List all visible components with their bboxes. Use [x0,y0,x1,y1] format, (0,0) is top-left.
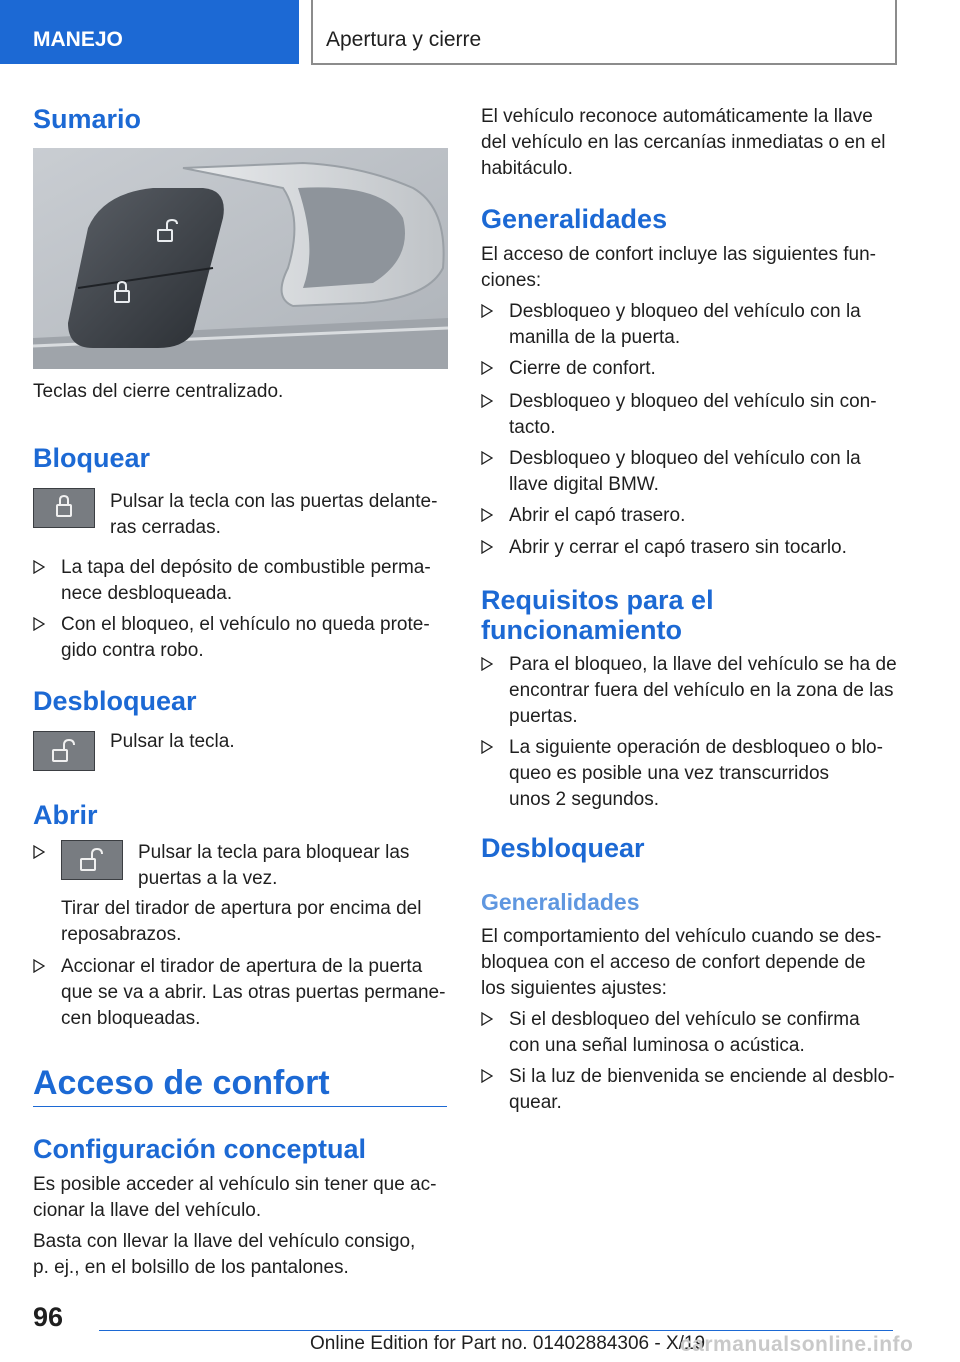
heading-desbloquear-right: Desbloquear [481,833,645,863]
lock-button-image [33,488,95,528]
footer-rule [99,1330,893,1331]
list-item: Si la luz de bienvenida se enciende al desblo- quear. [481,1064,895,1116]
desbloquear-para: El comportamiento del vehículo cuando se des- bloquea con el acceso de confort depende de los siguientes ajustes: [481,926,882,999]
bullet-triangle-icon [481,304,493,318]
generalidades-para: El acceso de confort incluye las siguientes fun- ciones: [481,244,876,291]
photo-caption: Teclas del cierre centralizado. [33,381,284,402]
bullet-triangle-icon [481,451,493,465]
unlock-button-image [33,731,95,771]
door-lock-buttons-photo [33,148,448,369]
list-item: Desbloqueo y bloqueo del vehículo sin con- tacto. [481,389,877,441]
bullet-triangle-icon [33,959,45,973]
list-item: Abrir el capó trasero. [481,503,685,529]
bullet-triangle-icon [481,394,493,408]
heading-acceso-de-confort: Acceso de confort [33,1064,330,1102]
list-item: Desbloqueo y bloqueo del vehículo con la manilla de la puerta. [481,299,861,351]
list-item: Con el bloqueo, el vehículo no queda prote- gido contra robo. [33,612,430,664]
list-item: Si el desbloqueo del vehículo se confirma con una señal luminosa o acústica. [481,1007,860,1059]
list-item: La siguiente operación de desbloqueo o blo- queo es posible una vez transcurridos unos 2 segundos. [481,735,883,813]
list-item: Cierre de confort. [481,356,656,382]
section-title: MANEJO [33,28,123,51]
bullet-triangle-icon [481,508,493,522]
list-item: Accionar el tirador de apertura de la puerta que se va a abrir. Las otras puertas permane- cen bloqueadas. [33,954,445,1032]
unlock-button-image [61,840,123,880]
heading-configuracion: Configuración conceptual [33,1134,367,1164]
list-item: Para el bloqueo, la llave del vehículo se ha de encontrar fuera del vehículo en la zona de las puertas. [481,652,897,730]
heading-desbloquear-left: Desbloquear [33,686,197,716]
heading-bloquear: Bloquear [33,443,151,473]
section-tab [0,0,299,64]
abrir-bullet1-para2: Tirar del tirador de apertura por encima del reposabrazos. [61,898,422,945]
chapter-title: Apertura y cierre [326,28,482,51]
heading-abrir: Abrir [33,800,98,830]
bullet-triangle-icon [481,657,493,671]
bullet-triangle-icon [33,617,45,631]
list-item: Abrir y cerrar el capó trasero sin tocarlo. [481,535,847,561]
intro-paragraph: El vehículo reconoce automáticamente la llave del vehículo en las cercanías inmediatas o en el habitáculo. [481,106,886,179]
bloquear-text: Pulsar la tecla con las puertas delante- ras cerradas. [110,491,438,538]
bullet-triangle-icon [481,1069,493,1083]
list-item: La tapa del depósito de combustible perma- nece desbloqueada. [33,555,431,607]
chapter-box [311,0,897,65]
footer-edition: Online Edition for Part no. 01402884306 - X/19 [310,1333,706,1354]
heading-sumario: Sumario [33,104,142,134]
bullet-triangle-icon [481,540,493,554]
door-handle-illustration [33,148,448,369]
bullet-triangle-icon [33,845,45,859]
desbloquear-text: Pulsar la tecla. [110,731,235,752]
watermark: carmanualsonline.info [680,1333,914,1356]
bullet-triangle-icon [481,361,493,375]
bullet-triangle-icon [481,1012,493,1026]
heading-requisitos: Requisitos para el funcionamiento [481,585,714,645]
section-rule [33,1106,447,1107]
bullet-triangle-icon [481,740,493,754]
config-para1: Es posible acceder al vehículo sin tener que ac- cionar la llave del vehículo. [33,1174,437,1221]
subheading-generalidades: Generalidades [481,889,640,915]
list-item: Desbloqueo y bloqueo del vehículo con la llave digital BMW. [481,446,861,498]
abrir-bullet1-text: Pulsar la tecla para bloquear las puertas a la vez. [138,842,410,889]
config-para2: Basta con llevar la llave del vehículo consigo, p. ej., en el bolsillo de los pantalones. [33,1231,416,1278]
page-number: 96 [33,1302,64,1332]
heading-generalidades: Generalidades [481,204,668,234]
bullet-triangle-icon [33,560,45,574]
